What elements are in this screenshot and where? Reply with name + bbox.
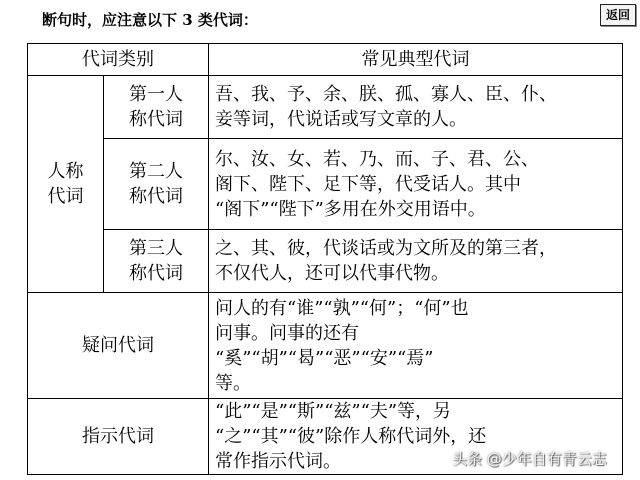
subcategory-line: 称代词: [129, 186, 183, 207]
example-line: 常作指示代词。: [215, 451, 341, 472]
table-row: [28, 230, 623, 293]
header-category: 代词类别: [28, 44, 209, 76]
example-line: “之”“其”“彼”除作人称代词外，还: [215, 426, 487, 447]
subcategory-line: 第三人: [129, 238, 183, 259]
example-line: “奚”“胡”“曷”“恶”“安”“焉”: [215, 347, 434, 369]
example-line: 阁下、陛下、足下等，代受话人。其中: [215, 173, 521, 195]
example-line: “此”“是”“斯”“兹”“夫”等，另: [215, 401, 452, 422]
subcategory-cell: [104, 139, 209, 230]
personal-label-line: 代词: [47, 186, 84, 207]
subcategory-line: 第二人: [129, 161, 183, 182]
subcategory-line: 第一人: [129, 84, 183, 105]
example-line: 妾等词，代说话或写文章的人。: [215, 109, 467, 130]
category-cell: 疑问代词: [28, 293, 209, 399]
example-cell: [209, 230, 623, 293]
example-line: 问事。问事的还有: [215, 322, 359, 344]
table-row: [28, 139, 623, 230]
example-line: 之、其、彼，代谈话或为文所及的第三者，: [215, 238, 557, 259]
subcategory-cell: [104, 230, 209, 293]
example-cell: [209, 139, 623, 230]
table-row: [28, 293, 623, 399]
subcategory-line: 称代词: [129, 109, 183, 130]
intro-heading: 断句时，应注意以下 3 类代词：: [42, 11, 258, 29]
example-line: 等。: [215, 372, 251, 394]
example-cell: [209, 293, 623, 399]
table-header-row: [28, 44, 623, 76]
example-line: 吾、我、予、余、朕、孤、寡人、臣、仆、: [215, 84, 557, 105]
table-row: [28, 76, 623, 139]
example-cell: [209, 76, 623, 139]
header-examples: 常见典型代词: [209, 44, 623, 76]
personal-label-line: 人称: [47, 161, 84, 182]
example-line: 问人的有“谁”“孰”“何”；“何”也: [215, 297, 469, 319]
example-line: 不仅代人，还可以代事代物。: [215, 263, 449, 284]
watermark: 头条 @少年自有青云志: [452, 450, 607, 468]
pronoun-table: [27, 43, 623, 475]
example-line: 尔、汝、女、若、乃、而、子、君、公、: [215, 148, 539, 170]
subcategory-line: 称代词: [129, 263, 183, 284]
subcategory-cell: [104, 76, 209, 139]
personal-pronoun-label: [28, 76, 104, 293]
example-line: “阁下”“陛下”多用在外交用语中。: [215, 198, 486, 220]
back-button[interactable]: 返回: [600, 4, 636, 26]
category-cell: 指示代词: [28, 399, 209, 475]
